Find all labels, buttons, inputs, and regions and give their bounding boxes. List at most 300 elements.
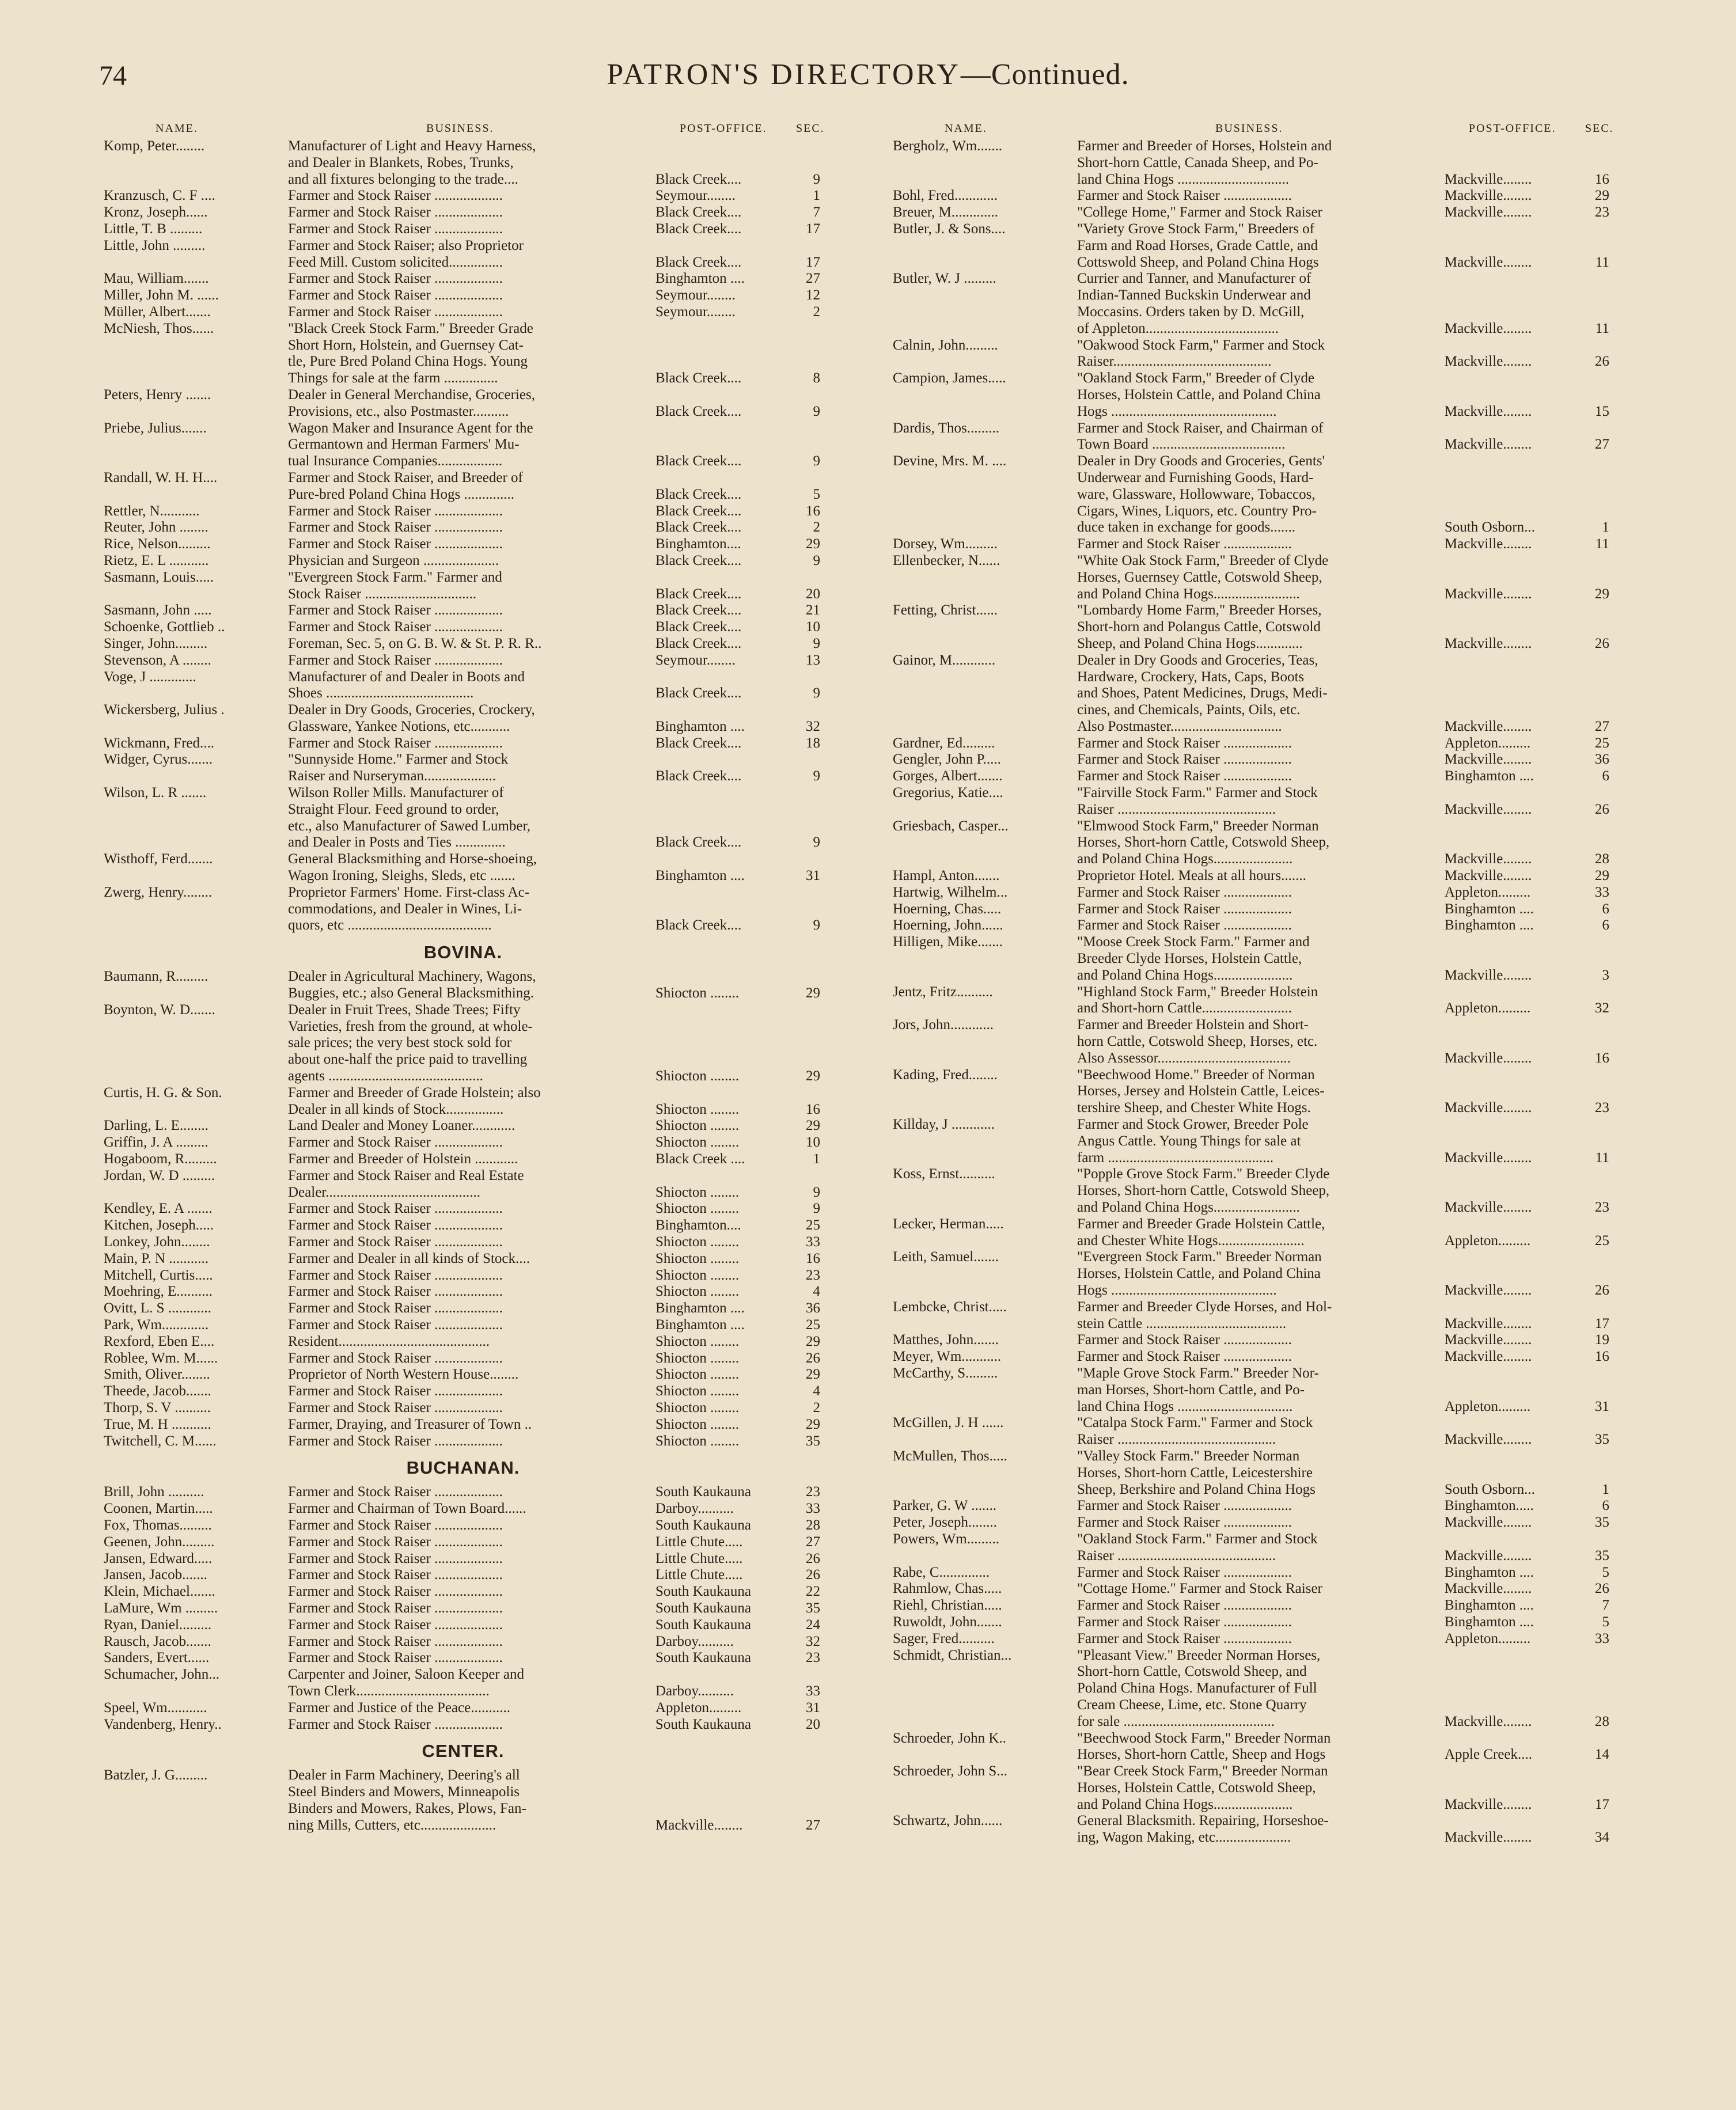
entry-name: Jansen, Edward.....: [104, 1550, 213, 1566]
entry-location: [1445, 536, 1612, 553]
entry-section: 9: [813, 917, 820, 933]
entry-section: 11: [1595, 254, 1609, 270]
entry-name: Leith, Samuel.......: [893, 1249, 999, 1265]
entry-location: [655, 1251, 822, 1267]
entry-section: 16: [806, 1101, 820, 1117]
directory-entry: [104, 204, 822, 221]
entry-location: [655, 652, 822, 669]
entry-post-office: Shiocton ........: [655, 1134, 740, 1151]
entry-business: Farmer and Breeder of Holstein ............: [288, 1151, 518, 1167]
entry-section: 9: [813, 834, 820, 851]
directory-entry: [893, 735, 1612, 752]
entry-name: Rietz, E. L ...........: [104, 552, 209, 568]
directory-entry: [104, 1767, 822, 1834]
town-heading: BOVINA.: [423, 942, 503, 963]
directory-entry: [893, 901, 1612, 918]
directory-entry: [104, 602, 822, 619]
entry-business: Farmer and Stock Raiser ...................: [288, 536, 503, 552]
entry-name: Wisthoff, Ferd.......: [104, 851, 213, 867]
entry-post-office: Mackville........: [1445, 1349, 1532, 1365]
header-section: SEC.: [1585, 122, 1614, 135]
entry-section: 29: [806, 1068, 820, 1084]
entry-post-office: Appleton.........: [1445, 1232, 1531, 1248]
entry-name: True, M. H ...........: [104, 1416, 211, 1432]
directory-entry: [104, 387, 822, 420]
entry-post-office: Binghamton ....: [655, 868, 745, 884]
entry-section: 29: [806, 985, 820, 1001]
entry-name: Thorp, S. V ..........: [104, 1399, 211, 1415]
entry-post-office: Binghamton ....: [655, 1316, 745, 1333]
entry-name: Speel, Wm...........: [104, 1699, 207, 1716]
entry-name: Kitchen, Joseph.....: [104, 1217, 214, 1234]
directory-entry: [893, 1067, 1612, 1117]
entry-section: 1: [813, 1151, 820, 1167]
directory-entry: [104, 1417, 822, 1433]
entry-business: Farmer and Stock Raiser ...................: [288, 1550, 503, 1566]
entry-business: "Catalpa Stock Farm." Farmer and Stock Raiser ............................................: [1077, 1415, 1313, 1448]
entry-post-office: Shiocton ........: [655, 1284, 740, 1300]
directory-entry: [104, 1501, 822, 1517]
entry-location: [1445, 586, 1612, 603]
directory-entry: [893, 602, 1612, 652]
entry-location: [1445, 851, 1612, 868]
entry-post-office: Appleton.........: [1445, 1000, 1531, 1016]
directory-entry: [104, 652, 822, 669]
entry-name: Priebe, Julius.......: [104, 420, 207, 436]
entry-location: [1445, 1482, 1612, 1498]
entry-name: Rice, Nelson.........: [104, 536, 211, 552]
entry-location: [1445, 868, 1612, 885]
entry-section: 11: [1595, 536, 1609, 552]
entry-location: [655, 1584, 822, 1600]
entry-business: Farmer and Stock Raiser ...................: [1077, 768, 1292, 784]
entry-business: Farmer and Stock Raiser ...................: [1077, 1597, 1292, 1614]
entry-location: [655, 1433, 822, 1450]
entry-post-office: South Osborn...: [1445, 1481, 1535, 1497]
town-heading: CENTER.: [422, 1741, 505, 1762]
entry-business: "Elmwood Stock Farm," Breeder Norman Horses, Short-horn Cattle, Cotswold Sheep, and Poland China Hogs......................: [1077, 818, 1330, 867]
entry-post-office: Apple Creek....: [1445, 1747, 1533, 1763]
entry-business: Farmer and Stock Raiser ...................: [288, 602, 503, 618]
entry-post-office: Shiocton ........: [655, 1234, 740, 1250]
entry-name: Randall, W. H. H....: [104, 469, 218, 485]
entry-name: McCarthy, S.........: [893, 1365, 998, 1381]
entry-name: Peters, Henry .......: [104, 386, 211, 403]
entry-name: Fox, Thomas.........: [104, 1517, 212, 1533]
entry-section: 31: [1595, 1398, 1609, 1414]
entry-name: Voge, J .............: [104, 669, 196, 685]
entry-post-office: Binghamton.....: [1445, 1498, 1534, 1514]
entry-business: General Blacksmithing and Horse-shoeing, Wagon Ironing, Sleighs, Sleds, etc .......: [288, 851, 537, 884]
entry-name: LaMure, Wm .........: [104, 1600, 218, 1616]
directory-entry: [893, 1648, 1612, 1730]
entry-name: Kranzusch, C. F ....: [104, 188, 215, 204]
entry-business: Farmer and Stock Raiser ...................: [288, 1217, 503, 1234]
directory-entry: [104, 238, 822, 271]
entry-post-office: Binghamton ....: [655, 718, 745, 734]
entry-section: 2: [813, 303, 820, 320]
directory-entry: [104, 188, 822, 204]
entry-business: Farmer and Stock Raiser ...................: [288, 1201, 503, 1217]
entry-business: Farmer and Stock Raiser ...................: [288, 1134, 503, 1151]
entry-location: [1445, 752, 1612, 768]
directory-entry: [893, 271, 1612, 337]
entry-section: 36: [806, 1300, 820, 1316]
entry-location: [655, 487, 822, 503]
entry-business: Farmer and Stock Raiser ...................: [288, 1650, 503, 1666]
entry-business: "College Home," Farmer and Stock Raiser: [1077, 204, 1322, 221]
entry-business: Farmer and Stock Raiser ...................: [1077, 1630, 1292, 1646]
entry-section: 10: [806, 1134, 820, 1151]
directory-entry: [104, 1151, 822, 1168]
directory-entry: [893, 337, 1612, 371]
entry-name: Schroeder, John K..: [893, 1730, 1006, 1746]
entry-name: Devine, Mrs. M. ....: [893, 453, 1007, 469]
entry-name: Darling, L. E........: [104, 1118, 209, 1134]
entry-name: Mitchell, Curtis.....: [104, 1267, 213, 1283]
entry-location: [1445, 1000, 1612, 1017]
directory-entry: [104, 519, 822, 536]
directory-entry: [893, 752, 1612, 768]
entry-post-office: Mackville........: [655, 1817, 743, 1833]
entry-post-office: Black Creek....: [655, 586, 742, 602]
directory-entry: [104, 287, 822, 304]
entry-business: Farmer and Stock Raiser ...................: [288, 221, 503, 237]
entry-post-office: Black Creek....: [655, 221, 742, 237]
directory-entry: [104, 636, 822, 652]
directory-entry: [893, 188, 1612, 204]
entry-post-office: Darboy..........: [655, 1683, 734, 1699]
entry-location: [655, 1517, 822, 1534]
entry-business: "Oakwood Stock Farm," Farmer and Stock Raiser............................................: [1077, 337, 1325, 370]
entry-name: Komp, Peter........: [104, 138, 204, 154]
directory-entry: [893, 1531, 1612, 1565]
directory-entry: [104, 1317, 822, 1334]
directory-entry: [893, 1614, 1612, 1631]
entry-section: 29: [1595, 586, 1609, 602]
directory-entry: [104, 271, 822, 287]
entry-name: Killday, J ............: [893, 1117, 995, 1133]
entry-business: Farmer and Stock Raiser ...................: [1077, 901, 1292, 917]
directory-entry: [104, 885, 822, 934]
entry-name: Gorges, Albert.......: [893, 768, 1003, 784]
entry-location: [1445, 1498, 1612, 1515]
entry-name: Ryan, Daniel.........: [104, 1616, 212, 1633]
entry-post-office: Mackville........: [1445, 1830, 1532, 1846]
entry-location: [655, 404, 822, 420]
entry-business: Farmer and Stock Raiser ...................: [288, 1399, 503, 1415]
directory-entry: [104, 553, 822, 570]
entry-business: Dealer in General Merchandise, Groceries, Provisions, etc., also Postmaster..........: [288, 386, 535, 419]
entry-name: Rettler, N...........: [104, 503, 200, 519]
entry-location: [655, 917, 822, 934]
entry-name: Coonen, Martin.....: [104, 1501, 213, 1517]
entry-business: "Bear Creek Stock Farm," Breeder Norman Horses, Holstein Cattle, Cotswold Sheep, and Poland China Hogs......................: [1077, 1763, 1328, 1812]
entry-post-office: Black Creek....: [655, 834, 742, 851]
entry-location: [655, 1634, 822, 1650]
entry-location: [655, 719, 822, 735]
entry-location: [1445, 1432, 1612, 1448]
entry-section: 9: [813, 403, 820, 419]
entry-section: 5: [813, 486, 820, 502]
entry-section: 35: [806, 1433, 820, 1449]
left-entries: [104, 138, 822, 1834]
entry-business: Farmer and Stock Raiser ...................: [288, 1567, 503, 1583]
entry-post-office: Shiocton ........: [655, 1118, 740, 1134]
directory-entry: [104, 536, 822, 553]
entry-business: Farmer and Dealer in all kinds of Stock....: [288, 1250, 530, 1266]
entry-section: 9: [813, 453, 820, 469]
entry-name: Wickersberg, Julius .: [104, 702, 225, 718]
entry-location: [655, 536, 822, 553]
entry-name: Theede, Jacob.......: [104, 1383, 211, 1399]
entry-section: 17: [1595, 1315, 1609, 1331]
entry-business: Farmer and Stock Raiser ...................: [288, 1534, 503, 1550]
directory-entry: [893, 1117, 1612, 1166]
entry-post-office: Black Creek....: [655, 486, 742, 502]
entry-name: Geenen, John.........: [104, 1534, 215, 1550]
entry-location: [1445, 1200, 1612, 1216]
directory-entry: [104, 221, 822, 238]
entry-name: Rausch, Jacob.......: [104, 1633, 211, 1649]
entry-name: Gainor, M............: [893, 652, 996, 668]
entry-post-office: Binghamton ....: [1445, 1597, 1534, 1614]
entry-name: McMullen, Thos.....: [893, 1448, 1007, 1464]
directory-entry: [104, 1400, 822, 1417]
entry-location: [1445, 1797, 1612, 1813]
directory-entry: [104, 1433, 822, 1450]
entry-name: Hampl, Anton.......: [893, 868, 1000, 884]
entry-post-office: Mackville........: [1445, 320, 1532, 336]
directory-entry: [893, 370, 1612, 420]
entry-section: 28: [1595, 851, 1609, 867]
entry-name: Schmidt, Christian...: [893, 1647, 1012, 1663]
entry-post-office: Mackville........: [1445, 1149, 1532, 1166]
entry-location: [655, 1300, 822, 1317]
entry-section: 9: [813, 552, 820, 568]
entry-section: 26: [1595, 1282, 1609, 1298]
entry-name: Gengler, John P.....: [893, 752, 1001, 768]
entry-name: Schumacher, John...: [104, 1667, 220, 1683]
entry-name: Griesbach, Casper...: [893, 818, 1009, 834]
entry-post-office: Mackville........: [1445, 635, 1532, 651]
entry-name: Lembcke, Christ.....: [893, 1299, 1007, 1315]
entry-section: 29: [806, 1333, 820, 1349]
entry-section: 15: [1595, 403, 1609, 419]
entry-location: [655, 1201, 822, 1217]
entry-location: [655, 636, 822, 652]
directory-entry: [104, 1168, 822, 1201]
entry-name: Dardis, Thos.........: [893, 420, 999, 436]
entry-section: 9: [813, 1184, 820, 1200]
entry-post-office: Mackville........: [1445, 868, 1532, 884]
entry-business: Farmer and Breeder Clyde Horses, and Hol- stein Cattle .......................................: [1077, 1299, 1332, 1331]
entry-name: Kronz, Joseph......: [104, 204, 208, 221]
entry-business: Farmer and Stock Raiser ...................: [288, 303, 503, 320]
entry-section: 31: [806, 1699, 820, 1716]
directory-entry: [104, 851, 822, 885]
entry-post-office: Black Creek....: [655, 503, 742, 519]
entry-post-office: Shiocton ........: [655, 1416, 740, 1432]
entry-name: Schoenke, Gottlieb ..: [104, 619, 225, 635]
entry-section: 29: [806, 1118, 820, 1134]
entry-business: Farmer and Stock Raiser ...................: [288, 652, 503, 668]
entry-post-office: Appleton.........: [1445, 735, 1531, 751]
directory-entry: [893, 1249, 1612, 1299]
left-column: [104, 119, 825, 1834]
entry-business: Farmer and Stock Raiser ...................: [288, 188, 503, 204]
entry-name: Sasmann, Louis.....: [104, 569, 214, 585]
entry-section: 4: [813, 1383, 820, 1399]
entry-name: Sasmann, John .....: [104, 602, 212, 618]
entry-business: Farmer and Stock Raiser ...................: [288, 619, 503, 635]
entry-name: Hoerning, John......: [893, 917, 1003, 933]
entry-business: Farmer, Draying, and Treasurer of Town ..: [288, 1416, 532, 1432]
entry-business: Dealer in Fruit Trees, Shade Trees; Fifty Varieties, fresh from the ground, at whole- sale prices; the very best stock sold for about one-half the price paid to travelling agents ...........................................: [288, 1001, 533, 1084]
entry-post-office: Black Creek....: [655, 254, 742, 270]
entry-section: 29: [1595, 188, 1609, 204]
page-title: [0, 58, 1736, 92]
entry-post-office: Black Creek....: [655, 635, 742, 651]
entry-location: [655, 735, 822, 752]
entry-post-office: Mackville........: [1445, 1332, 1532, 1348]
entry-section: 27: [806, 1534, 820, 1550]
page-title-main: PATRON'S DIRECTORY: [607, 58, 961, 91]
entry-business: Dealer in Dry Goods and Groceries, Gents' Underwear and Furnishing Goods, Hard- ware, Glassware, Hollowware, Tobaccos, Cigars, Wines, Liquors, etc. Country Pro- duce taken in exchange for goods.......: [1077, 453, 1325, 536]
entry-business: "Popple Grove Stock Farm." Breeder Clyde Horses, Short-horn Cattle, Cotswold Sheep, and Poland China Hogs........................: [1077, 1166, 1330, 1215]
directory-entry: [104, 1201, 822, 1217]
directory-entry: [104, 1700, 822, 1717]
entry-location: [1445, 1747, 1612, 1763]
entry-business: Farmer and Stock Raiser ...................: [288, 1267, 503, 1283]
entry-post-office: Binghamton ....: [655, 1300, 745, 1316]
entry-business: "Oakland Stock Farm." Farmer and Stock Raiser ............................................: [1077, 1531, 1318, 1563]
entry-section: 29: [806, 1367, 820, 1383]
entry-location: [655, 1817, 822, 1834]
entry-business: Farmer and Stock Raiser ...................: [288, 1716, 503, 1732]
entry-business: Farmer and Stock Raiser ...................: [1077, 536, 1292, 552]
entry-location: [1445, 901, 1612, 918]
entry-section: 2: [813, 1399, 820, 1415]
directory-entry: [104, 503, 822, 520]
directory-entry: [104, 1650, 822, 1667]
directory-entry: [893, 1581, 1612, 1597]
header-name: NAME.: [156, 122, 198, 135]
entry-business: Manufacturer of and Dealer in Boots and Shoes .........................................: [288, 669, 525, 701]
entry-business: Proprietor Hotel. Meals at all hours.......: [1077, 868, 1306, 884]
directory-entry: [893, 1332, 1612, 1349]
directory-entry: [893, 1763, 1612, 1813]
entry-section: 29: [806, 1416, 820, 1432]
directory-entry: [104, 1634, 822, 1650]
entry-location: [655, 370, 822, 387]
entry-section: 33: [1595, 884, 1609, 900]
entry-post-office: South Kaukauna: [655, 1650, 751, 1666]
entry-location: [1445, 1332, 1612, 1349]
entry-section: 36: [1595, 752, 1609, 768]
entry-business: Farmer and Stock Raiser ...................: [288, 1300, 503, 1316]
directory-entry: [893, 1017, 1612, 1067]
directory-entry: [104, 1517, 822, 1534]
entry-section: 17: [1595, 1796, 1609, 1812]
entry-business: Foreman, Sec. 5, on G. B. W. & St. P. R. R..: [288, 635, 542, 651]
entry-business: Farmer and Stock Raiser ...................: [288, 1350, 503, 1366]
entry-business: Wilson Roller Mills. Manufacturer of Straight Flour. Feed ground to order, etc., also Manufacturer of Sawed Lumber, and Dealer in Posts and Ties ..............: [288, 785, 531, 851]
entry-post-office: South Kaukauna: [655, 1584, 751, 1600]
directory-entry: [893, 138, 1612, 188]
entry-section: 21: [806, 602, 820, 618]
entry-section: 7: [1602, 1597, 1609, 1614]
entry-post-office: Mackville........: [1445, 586, 1532, 602]
entry-business: "Highland Stock Farm," Breeder Holstein and Short-horn Cattle.........................: [1077, 984, 1318, 1016]
directory-entry: [104, 1085, 822, 1118]
entry-business: Dealer in Dry Goods and Groceries, Teas, Hardware, Crockery, Hats, Caps, Boots and Shoes, Patent Medicines, Drugs, Medi- cines, and Chemicals, Paints, Oils, etc. Also Postmaster...............................: [1077, 652, 1328, 734]
entry-name: Gardner, Ed.........: [893, 735, 995, 751]
entry-location: [655, 1284, 822, 1300]
entry-location: [655, 586, 822, 603]
entry-business: Farmer and Chairman of Town Board......: [288, 1501, 526, 1517]
entry-name: Rabe, C..............: [893, 1564, 990, 1580]
entry-post-office: Little Chute.....: [655, 1550, 743, 1566]
entry-business: Wagon Maker and Insurance Agent for the Germantown and Herman Farmers' Mu- tual Insurance Companies..................: [288, 420, 533, 469]
entry-section: 27: [806, 1817, 820, 1833]
entry-name: Schroeder, John S...: [893, 1763, 1007, 1779]
entry-post-office: Binghamton ....: [1445, 1614, 1534, 1630]
entry-name: Griffin, J. A .........: [104, 1134, 209, 1151]
entry-business: Farmer and Stock Raiser ...................: [1077, 1349, 1292, 1365]
entry-location: [655, 519, 822, 536]
right-entries: [893, 138, 1612, 1846]
entry-location: [1445, 917, 1612, 934]
entry-name: Kading, Fred........: [893, 1067, 998, 1083]
entry-location: [655, 1185, 822, 1201]
entry-business: Farmer and Stock Raiser ...................: [288, 1600, 503, 1616]
entry-business: Farmer and Stock Raiser ...................: [288, 1433, 503, 1449]
entry-section: 24: [806, 1616, 820, 1633]
entry-business: "Lombardy Home Farm," Breeder Horses, Short-horn and Polangus Cattle, Cotswold Sheep, and Poland China Hogs.............: [1077, 602, 1322, 651]
entry-business: Dealer in Dry Goods, Groceries, Crockery, Glassware, Yankee Notions, etc...........: [288, 702, 535, 734]
entry-name: Dorsey, Wm.........: [893, 536, 998, 552]
directory-entry: [104, 1584, 822, 1600]
entry-name: Meyer, Wm...........: [893, 1349, 1002, 1365]
entry-business: Farmer and Stock Grower, Breeder Pole Angus Cattle. Young Things for sale at farm ..............................................: [1077, 1117, 1309, 1166]
entry-business: Manufacturer of Light and Heavy Harness, and Dealer in Blankets, Robes, Trunks, and all fixtures belonging to the trade....: [288, 138, 536, 187]
entry-location: [1445, 1100, 1612, 1117]
entry-name: Rexford, Eben E....: [104, 1333, 215, 1349]
entry-location: [655, 255, 822, 271]
directory-entry: [104, 1334, 822, 1350]
directory-entry: [104, 1567, 822, 1584]
entry-business: Dealer in Agricultural Machinery, Wagons, Buggies, etc.; also General Blacksmithing.: [288, 969, 536, 1001]
entry-post-office: South Kaukauna: [655, 1600, 751, 1616]
entry-post-office: Mackville........: [1445, 967, 1532, 983]
entry-section: 23: [1595, 204, 1609, 221]
entry-section: 32: [1595, 1000, 1609, 1016]
entry-section: 27: [1595, 437, 1609, 453]
entry-location: [1445, 768, 1612, 785]
directory-entry: [893, 1631, 1612, 1648]
entry-location: [1445, 172, 1612, 188]
entry-name: Hogaboom, R.........: [104, 1151, 217, 1167]
entry-name: Koss, Ernst..........: [893, 1166, 995, 1182]
entry-post-office: Black Creek....: [655, 917, 742, 933]
directory-entry: [893, 420, 1612, 454]
entry-location: [655, 271, 822, 287]
entry-name: Park, Wm.............: [104, 1316, 209, 1333]
entry-name: Jentz, Fritz..........: [893, 984, 993, 1000]
directory-entry: [104, 1534, 822, 1551]
entry-business: "Sunnyside Home." Farmer and Stock Raiser and Nurseryman....................: [288, 752, 509, 784]
